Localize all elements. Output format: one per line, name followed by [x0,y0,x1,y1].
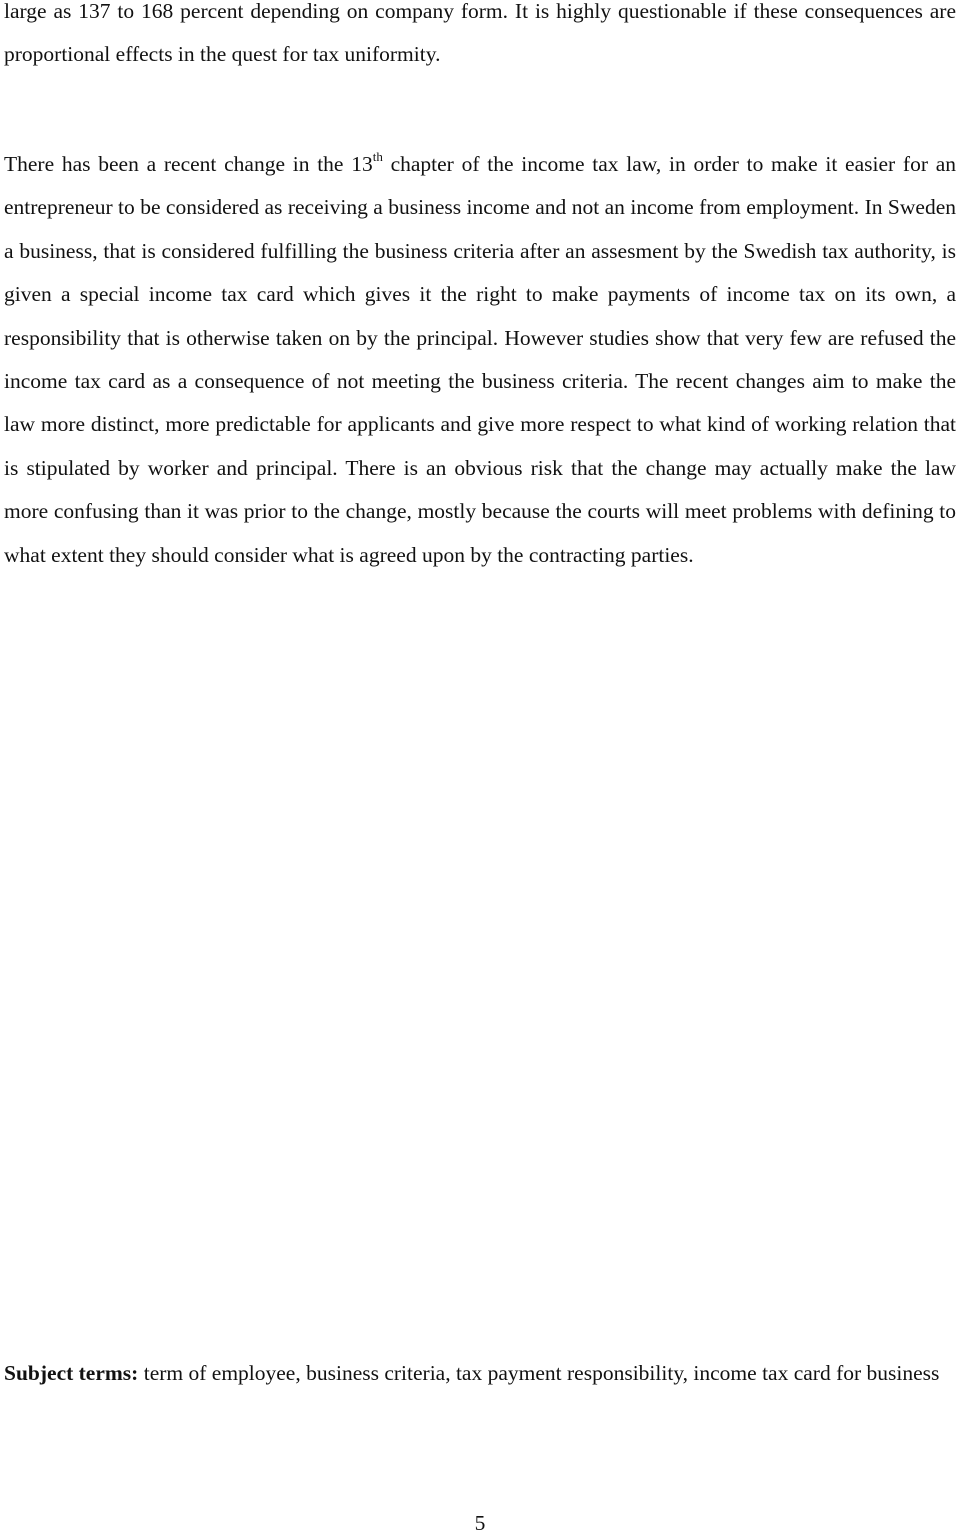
main-paragraph-text-start: There has been a recent change in the 13 [4,152,373,176]
page-number: 5 [474,1511,486,1535]
continued-paragraph: large as 137 to 168 percent depending on company form. It is highly questionable if these consequences are proportional effects in the quest for tax uniformity. [4,0,956,67]
ordinal-superscript: th [372,148,383,164]
main-paragraph-text-rest: chapter of the income tax law, in order to make it easier for an entrepreneur to be considered as receiving a business income and not an income from employment. In Sweden a business, that is considered fulfilling the business criteria after an assesment by the Swedish tax authority, is given a special income tax card which gives it the right to make payments of income tax on its own, a responsibility that is otherwise taken on by the principal. However studies show that very few are refused the income tax card as a consequence of not meeting the business criteria. The recent changes aim to make the law more distinct, more predictable for applicants and give more respect to what kind of working relation that is stipulated by worker and principal. There is an obvious risk that the change may actually make the law more confusing than it was prior to the change, mostly because the courts will meet problems with defining to what extent they should consider what is agreed upon by the contracting parties. [4,152,957,567]
subject-terms [4,1352,956,1395]
subject-terms-text: term of employee, business criteria, tax payment responsibility, income tax card for business [138,1361,940,1385]
main-paragraph [4,143,956,577]
subject-terms-label: Subject terms: [4,1361,139,1385]
